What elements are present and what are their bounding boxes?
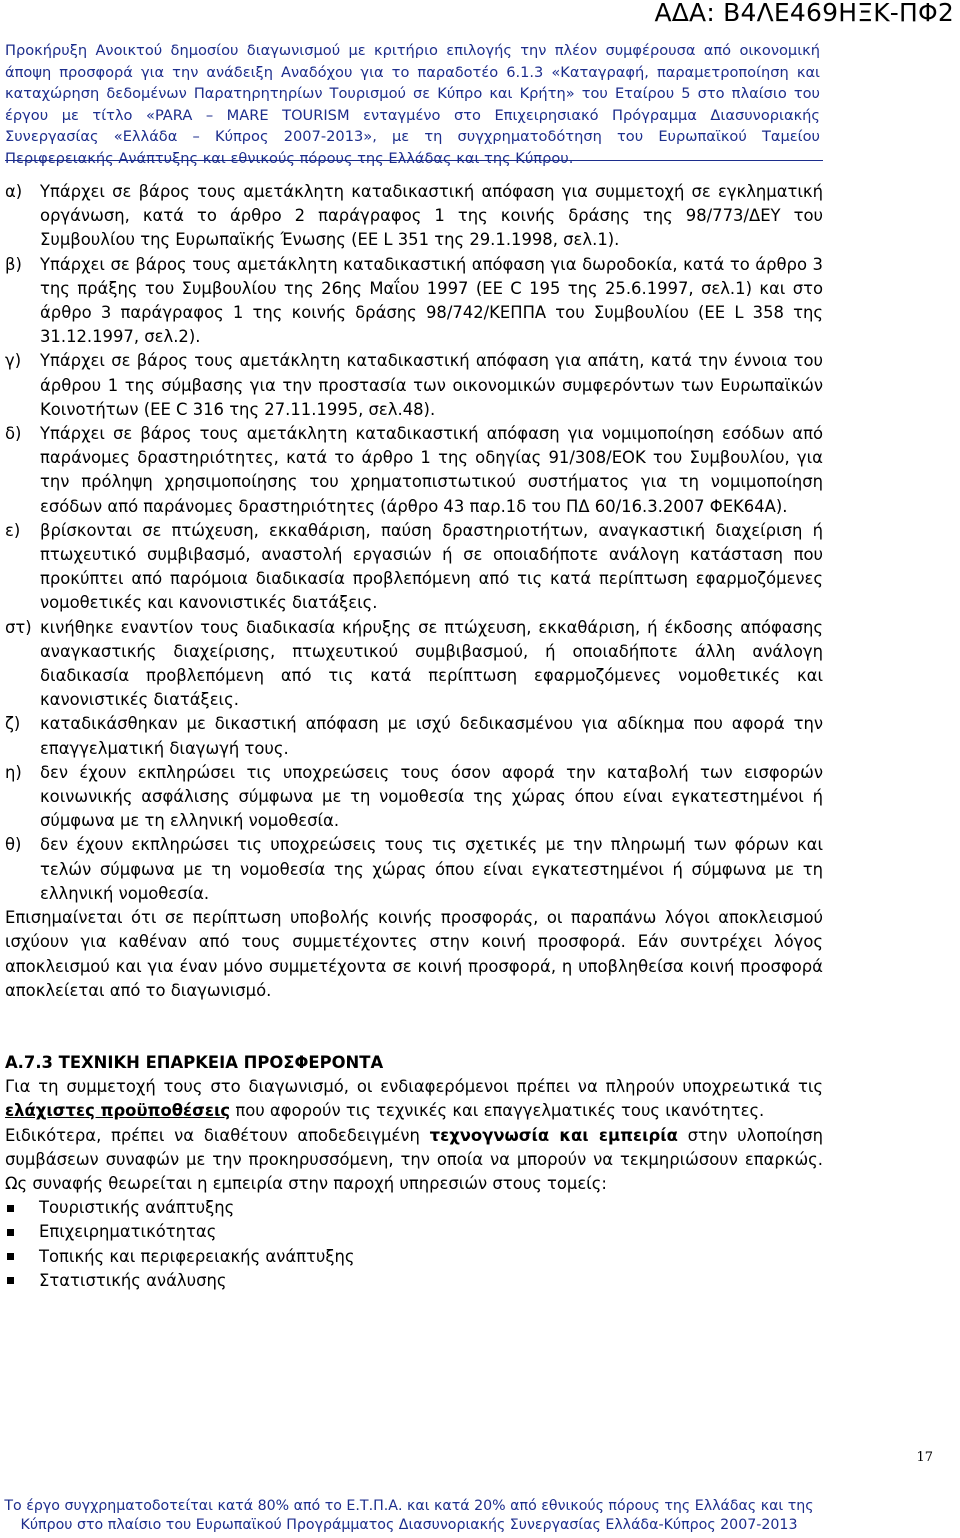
- paragraph-text: στην υλοποίηση συμβάσεων συναφών με την προκηρυσσόμενη, την οποία να μπορούν να τεκμηριώσουν επαρκώς. Ως συναφής θεωρείται η εμπειρία στην παροχή υπηρεσιών στους τομείς:: [5, 1125, 823, 1193]
- item-text: Υπάρχει σε βάρος τους αμετάκλητη καταδικαστική απόφαση για δωροδοκία, κατά το άρθρο 3 της πράξης του Συμβουλίου της 26ης Μαΐου 1997 (ΕΕ C 195 της 25.6.1997, σελ.1) και στο άρθρο 3 παράγραφος 1 της κοινής δράσης 98/742/ΚΕΠΠΑ του Συμβουλίου (ΕΕ L 358 της 31.12.1997, σελ.2).: [40, 254, 823, 347]
- requirements-paragraph: [5, 1075, 823, 1123]
- header-divider: [5, 160, 823, 161]
- emphasized-text: ελάχιστες προϋποθέσεις: [5, 1101, 231, 1121]
- exclusion-item-a: [5, 180, 823, 253]
- item-text: δεν έχουν εκπληρώσει τις υποχρεώσεις τους όσον αφορά την καταβολή των εισφορών κοινωνικής ασφάλισης σύμφωνα με τη νομοθεσία της χώρας όπου είναι εγκατεστημένοι ή σύμφωνα με τη ελληνική νομοθεσία.: [40, 762, 823, 831]
- section-title: Α.7.3 ΤΕΧΝΙΚΗ ΕΠΑΡΚΕΙΑ ΠΡΟΣΦΕΡΟΝΤΑ: [5, 1052, 384, 1072]
- square-bullet-icon: [7, 1253, 14, 1260]
- list-item-text: Επιχειρηματικότητας: [39, 1222, 217, 1242]
- list-item-text: Στατιστικής ανάλυσης: [39, 1270, 227, 1290]
- ada-code: ΑΔΑ: Β4ΛΕ469ΗΞΚ-ΠΦ2: [654, 0, 954, 27]
- item-text: βρίσκονται σε πτώχευση, εκκαθάριση, παύση δραστηριοτήτων, αναγκαστική διαχείριση ή πτωχευτικό συμβιβασμό, αναστολή εργασιών ή σε οποιαδήποτε ανάλογη κατάσταση που προκύπτει από παρόμοια διαδικασία προβλεπόμενη από τις κατά περίπτωση εφαρμοζόμενες νομοθετικές και κανονιστικές διατάξεις.: [40, 520, 823, 613]
- item-text: Υπάρχει σε βάρος τους αμετάκλητη καταδικαστική απόφαση για συμμετοχή σε εγκληματική οργάνωση, κατά το άρθρο 2 παράγραφος 1 της κοινής δράσης της 98/773/ΔΕΥ του Συμβουλίου της Ευρωπαϊκής Ένωσης (ΕΕ L 351 της 29.1.1998, σελ.1).: [40, 182, 823, 250]
- item-text: Υπάρχει σε βάρος τους αμετάκλητη καταδικαστική απόφαση για νομιμοποίηση εσόδων από παράνομες δραστηριότητες, κατά το άρθρο 1 της οδηγίας 91/308/ΕΟΚ του Συμβουλίου, για την πρόληψη χρησιμοποίησης του χρηματοπιστωτικού συστήματος για τη νομιμοποίηση εσόδων από παράνομες δραστηριότητες (άρθρο 43 παρ.1δ του ΠΔ 60/16.3.2007 ΦΕΚ64Α).: [40, 424, 823, 516]
- item-text: δεν έχουν εκπληρώσει τις υποχρεώσεις τους τις σχετικές με την πληρωμή των φόρων και τελών σύμφωνα με τη νομοθεσία της χώρας όπου είναι εγκατεστημένοι ή σύμφωνα με τη ελληνική νομοθεσία.: [40, 835, 823, 903]
- list-item-text: Τοπικής και περιφερειακής ανάπτυξης: [39, 1246, 355, 1266]
- item-label: ε): [5, 520, 21, 540]
- paragraph-text: Για τη συμμετοχή τους στο διαγωνισμό, οι ενδιαφερόμενοι πρέπει να πληρούν υποχρεωτικά τις: [5, 1077, 823, 1097]
- item-label: θ): [5, 835, 22, 855]
- item-label: β): [5, 254, 22, 274]
- item-text: καταδικάσθηκαν με δικαστική απόφαση με ισχύ δεδικασμένου για αδίκημα που αφορά την επαγγελματική διαγωγή τους.: [40, 714, 823, 758]
- item-text: Υπάρχει σε βάρος τους αμετάκλητη καταδικαστική απόφαση για απάτη, κατά την έννοια του άρθρου 1 της σύμβασης για την προστασία των οικονομικών συμφερόντων των Ευρωπαϊκών Κοινοτήτων (ΕΕ C 316 της 27.11.1995, σελ.48).: [40, 351, 823, 419]
- spacer: [5, 1003, 823, 1051]
- emphasized-text: τεχνογνωσία και εμπειρία: [429, 1125, 678, 1145]
- item-label: η): [5, 762, 22, 782]
- exclusion-item-e: [5, 519, 823, 616]
- exclusion-item-d: [5, 422, 823, 519]
- square-bullet-icon: [7, 1229, 14, 1236]
- experience-paragraph: [5, 1124, 823, 1197]
- square-bullet-icon: [7, 1277, 14, 1284]
- item-label: δ): [5, 424, 22, 444]
- list-item: [5, 1196, 823, 1220]
- item-label: α): [5, 182, 23, 201]
- item-label: ζ): [5, 714, 21, 734]
- square-bullet-icon: [7, 1205, 14, 1212]
- item-label: γ): [5, 351, 22, 371]
- exclusion-item-i: [5, 761, 823, 834]
- exclusion-item-b: [5, 253, 823, 350]
- funding-footer: [0, 1497, 818, 1535]
- list-item: [5, 1245, 823, 1269]
- exclusion-item-st: [5, 616, 823, 713]
- page-number: 17: [916, 1450, 933, 1465]
- footer-line: Κύπρου στο πλαίσιο του Ευρωπαϊκού Προγράμματος Διασυνοριακής Συνεργασίας Ελλάδα-Κύπρος 2007-2013: [20, 1517, 798, 1533]
- joint-offer-note: Επισημαίνεται ότι σε περίπτωση υποβολής κοινής προσφοράς, οι παραπάνω λόγοι αποκλεισμού ισχύουν για καθέναν από τους συμμετέχοντες στην κοινή προσφορά. Εάν συντρέχει λόγος αποκλεισμού και για έναν μόνο συμμετέχοντα σε κοινή προσφορά, η υποβληθείσα κοινή προσφορά αποκλείεται από το διαγωνισμό.: [5, 908, 823, 1000]
- paragraph-text: Ειδικότερα, πρέπει να διαθέτουν αποδεδειγμένη: [5, 1125, 430, 1145]
- main-content: [5, 180, 823, 1293]
- paragraph-text: που αφορούν τις τεχνικές και επαγγελματικές τους ικανότητες.: [230, 1101, 765, 1121]
- item-text: κινήθηκε εναντίον τους διαδικασία κήρυξης σε πτώχευση, εκκαθάριση, ή έκδοσης απόφασης αναγκαστικής διαχείρισης, πτωχευτικού συμβιβασμού, ή οποιαδήποτε άλλη ανάλογη διαδικασία προβλεπόμενη από τις κατά περίπτωση εφαρμοζόμενες νομοθετικές και κανονιστικές διατάξεις.: [40, 617, 823, 710]
- list-item-text: Τουριστικής ανάπτυξης: [39, 1198, 235, 1218]
- list-item: [5, 1220, 823, 1244]
- sector-list: [5, 1196, 823, 1293]
- list-item: [5, 1269, 823, 1293]
- footer-line: Το έργο συγχρηματοδοτείται κατά 80% από το Ε.Τ.Π.Α. και κατά 20% από εθνικούς πόρους της Ελλάδας και της: [4, 1498, 814, 1514]
- item-label: στ): [5, 617, 32, 637]
- exclusion-item-th: [5, 833, 823, 906]
- document-header: Προκήρυξη Ανοικτού δημοσίου διαγωνισμού με κριτήριο επιλογής την πλέον συμφέρουσα από οικονομική άποψη προσφορά για την ανάδειξη Αναδόχου για το παραδοτέο 6.1.3 «Καταγραφή, παραμετροποίηση και καταχώρηση δεδομένων Παρατηρητηρίων Τουρισμού σε Κύπρο και Κρήτη» του Εταίρου 5 στο πλαίσιο του έργου με τίτλο «PARA – MARE TOURISM ενταγμένο στο Επιχειρησιακό Πρόγραμμα Διασυνοριακής Συνεργασίας «Ελλάδα – Κύπρος 2007-2013», με τη συγχρηματοδότηση του Ευρωπαϊκού Ταμείου Περιφερειακής Ανάπτυξης και εθνικούς πόρους της Ελλάδας και της Κύπρου.: [5, 42, 820, 167]
- exclusion-item-z: [5, 712, 823, 760]
- exclusion-item-c: [5, 349, 823, 422]
